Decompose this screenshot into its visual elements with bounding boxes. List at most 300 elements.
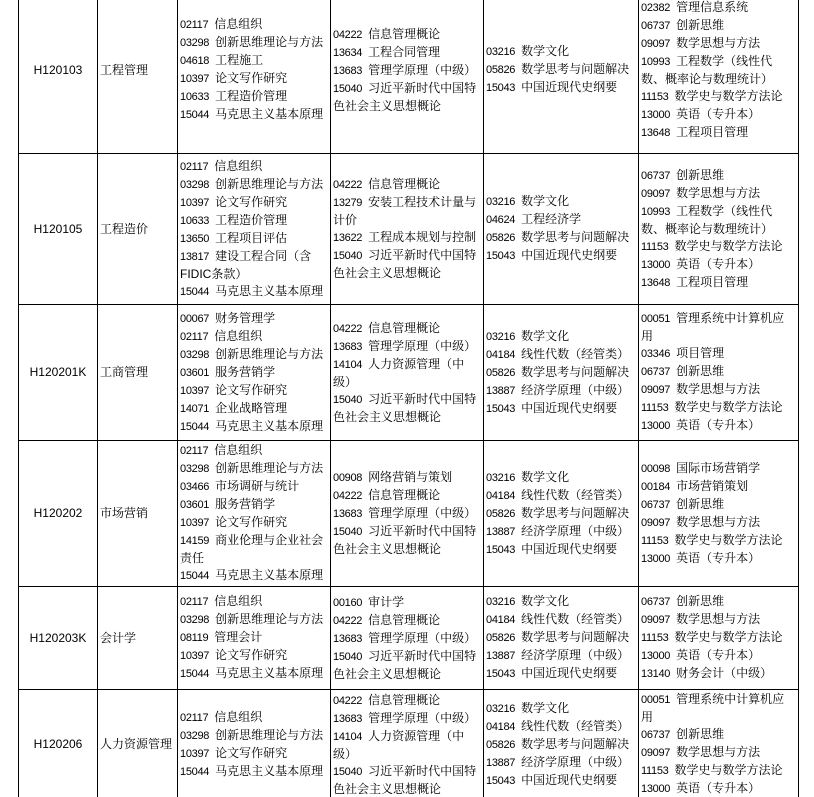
course-name: 数学文化 — [521, 194, 570, 208]
exam-table-body — [19, 0, 799, 797]
course-item — [333, 176, 481, 194]
course-name: 人力资源管理（中级） — [333, 728, 465, 761]
course-item — [641, 256, 796, 274]
course-group-cell-3 — [484, 441, 639, 587]
course-code: 15043 — [486, 774, 516, 787]
course-name: 论文写作研究 — [215, 382, 288, 397]
course-item — [641, 0, 796, 17]
course-item — [180, 745, 328, 763]
course-code: 14159 — [180, 535, 210, 547]
course-item — [333, 194, 481, 229]
course-code: 05826 — [486, 232, 516, 244]
course-name: 信息管理概论 — [368, 320, 441, 335]
course-item — [180, 593, 328, 611]
course-item — [641, 460, 796, 478]
course-item — [333, 356, 481, 391]
course-name: 网络营销与策划 — [368, 470, 453, 484]
course-name: 工程数学（线性代数、概率论与数理统计） — [641, 53, 774, 86]
course-code: 14071 — [180, 402, 210, 415]
course-name: 论文写作研究 — [215, 71, 288, 85]
course-group-cell-2 — [331, 0, 484, 154]
course-name: 数学文化 — [521, 594, 570, 608]
course-code: 13817 — [180, 250, 210, 263]
course-code: 00067 — [180, 312, 210, 325]
course-name: 中国近现代史纲要 — [521, 666, 618, 680]
course-item — [333, 523, 481, 558]
course-name: 中国近现代史纲要 — [521, 772, 618, 787]
course-item — [333, 505, 481, 523]
course-name: 论文写作研究 — [215, 515, 288, 529]
course-code: 10397 — [180, 517, 210, 529]
course-code: 05826 — [486, 738, 516, 751]
course-item — [641, 665, 796, 683]
course-code: 10633 — [180, 214, 210, 227]
course-item — [180, 665, 328, 683]
course-code: 10993 — [641, 205, 671, 218]
course-code: 05826 — [486, 507, 516, 520]
course-group-cell-1 — [178, 154, 331, 305]
course-name: 英语（专升本） — [676, 418, 761, 432]
course-item — [333, 710, 481, 728]
course-code: 15040 — [333, 250, 363, 262]
course-name: 线性代数（经管类） — [521, 487, 630, 502]
course-code: 03466 — [180, 481, 210, 493]
course-name: 中国近现代史纲要 — [521, 80, 618, 94]
course-code: 00051 — [641, 313, 671, 325]
course-name: 英语（专升本） — [676, 648, 761, 662]
course-code: 13622 — [333, 232, 363, 244]
course-name: 马克思主义基本原理 — [215, 283, 324, 298]
course-name: 马克思主义基本原理 — [215, 418, 324, 433]
course-code: 02117 — [180, 445, 209, 457]
major-code-cell: H120203K — [19, 587, 98, 690]
course-item — [641, 762, 796, 780]
course-name: 管理学原理（中级） — [368, 338, 477, 353]
course-code: 10397 — [180, 196, 210, 209]
course-item — [486, 328, 636, 346]
course-code: 00908 — [333, 472, 363, 484]
course-code: 13634 — [333, 46, 363, 59]
course-group-cell-2 — [331, 305, 484, 441]
course-code: 15040 — [333, 650, 363, 663]
course-code: 06737 — [641, 498, 671, 511]
course-item — [180, 727, 328, 745]
course-code: 15044 — [180, 570, 210, 582]
course-item — [641, 381, 796, 399]
course-name: 管理学原理（中级） — [368, 710, 477, 725]
course-code: 11153 — [641, 402, 669, 414]
course-code: 03216 — [486, 46, 516, 58]
course-code: 04222 — [333, 179, 363, 191]
course-item — [486, 469, 636, 487]
course-name: 企业战略管理 — [215, 400, 288, 415]
table-row — [19, 690, 799, 797]
course-group-cell-1 — [178, 0, 331, 154]
course-item — [180, 442, 328, 460]
course-item — [641, 310, 796, 345]
course-item — [180, 34, 328, 52]
course-name: 数学思考与问题解决 — [521, 630, 630, 644]
course-item — [486, 629, 636, 647]
course-item — [333, 44, 481, 62]
course-item — [486, 364, 636, 382]
course-code: 10633 — [180, 91, 210, 103]
course-code: 04184 — [486, 348, 516, 361]
course-item — [333, 62, 481, 80]
course-group-cell-2 — [331, 441, 484, 587]
course-item — [180, 283, 328, 301]
course-item — [333, 320, 481, 338]
course-name: 数学史与数学方法论 — [674, 88, 783, 103]
course-code: 03216 — [486, 471, 516, 484]
course-code: 03216 — [486, 330, 516, 343]
course-name: 工程经济学 — [521, 212, 582, 226]
course-item — [180, 532, 328, 567]
course-code: 00051 — [641, 694, 671, 706]
course-name: 论文写作研究 — [215, 194, 288, 209]
course-item — [333, 469, 481, 487]
course-code: 06737 — [641, 169, 671, 182]
course-item — [486, 61, 636, 79]
course-name: 数学思想与方法 — [676, 745, 761, 759]
course-code: 13000 — [641, 420, 671, 432]
course-name: 管理学原理（中级） — [368, 506, 477, 520]
course-code: 02117 — [180, 330, 209, 343]
course-code: 15040 — [333, 82, 363, 95]
course-code: 13887 — [486, 384, 516, 397]
course-item — [180, 709, 328, 727]
course-code: 13140 — [641, 668, 671, 680]
course-item — [641, 532, 796, 550]
course-name: 信息组织 — [214, 443, 263, 457]
major-code-cell: H120105 — [19, 154, 98, 305]
course-name: 中国近现代史纲要 — [521, 541, 618, 556]
course-name: 信息组织 — [214, 328, 263, 343]
course-name: 创新思维 — [676, 594, 725, 608]
course-name: 创新思维理论与方法 — [215, 176, 324, 191]
course-item — [180, 611, 328, 629]
course-code: 09097 — [641, 187, 671, 200]
course-item — [486, 523, 636, 541]
course-item — [333, 692, 481, 710]
course-code: 10993 — [641, 55, 671, 68]
course-name: 管理信息系统 — [676, 0, 749, 14]
course-item — [180, 478, 328, 496]
course-code: 00184 — [641, 480, 671, 493]
major-code-cell: H120201K — [19, 305, 98, 441]
course-code: 13000 — [641, 650, 671, 662]
course-group-cell-2 — [331, 587, 484, 690]
course-name: 管理系统中计算机应用 — [641, 311, 785, 343]
course-name: 审计学 — [368, 594, 405, 609]
course-name: 习近平新时代中国特色社会主义思想概论 — [333, 524, 477, 556]
course-item — [486, 593, 636, 611]
course-name: 信息管理概论 — [368, 612, 441, 627]
course-name: 建设工程合同（含FIDIC条款） — [180, 248, 312, 281]
course-name: 数学文化 — [521, 328, 570, 343]
course-group-cell-3 — [484, 690, 639, 797]
course-item — [641, 496, 796, 514]
course-name: 数学思考与问题解决 — [521, 736, 630, 751]
course-name: 数学思想与方法 — [676, 35, 761, 50]
course-name: 创新思维理论与方法 — [215, 35, 324, 49]
course-code: 10397 — [180, 384, 210, 397]
course-item — [486, 487, 636, 505]
course-code: 11153 — [641, 90, 669, 103]
course-code: 04184 — [486, 614, 516, 626]
course-code: 13000 — [641, 783, 671, 795]
course-item — [333, 80, 481, 115]
course-name: 线性代数（经管类） — [521, 718, 630, 733]
course-group-cell-4 — [639, 441, 799, 587]
course-group-cell-3 — [484, 587, 639, 690]
course-item — [180, 106, 328, 124]
course-item — [641, 53, 796, 88]
course-item — [486, 736, 636, 754]
course-code: 02117 — [180, 160, 209, 173]
course-item — [641, 744, 796, 762]
course-item — [641, 345, 796, 363]
course-name: 英语（专升本） — [676, 550, 761, 565]
course-group-cell-4 — [639, 305, 799, 441]
course-item — [180, 52, 328, 70]
course-name: 数学文化 — [521, 44, 570, 58]
course-code: 04222 — [333, 490, 363, 502]
course-code: 03346 — [641, 348, 671, 360]
course-item — [641, 185, 796, 203]
course-item — [180, 230, 328, 248]
course-item — [486, 665, 636, 683]
course-group-cell-4 — [639, 0, 799, 154]
course-group-cell-3 — [484, 305, 639, 441]
course-code: 06737 — [641, 366, 671, 378]
course-group-cell-4 — [639, 587, 799, 690]
course-name: 管理系统中计算机应用 — [641, 692, 785, 724]
course-name: 习近平新时代中国特色社会主义思想概论 — [333, 248, 477, 280]
course-name: 工程合同管理 — [368, 44, 441, 59]
course-item — [180, 567, 328, 585]
course-name: 人力资源管理（中级） — [333, 356, 465, 389]
course-item — [180, 496, 328, 514]
course-item — [641, 203, 796, 238]
course-item — [333, 630, 481, 648]
course-group-cell-1 — [178, 441, 331, 587]
course-name: 市场营销策划 — [676, 478, 749, 493]
course-name: 线性代数（经管类） — [521, 612, 630, 626]
major-name-cell: 工程造价 — [98, 154, 178, 305]
course-name: 创新思维理论与方法 — [215, 346, 324, 361]
course-code: 15044 — [180, 109, 210, 121]
course-code: 13279 — [333, 197, 363, 209]
course-name: 安装工程技术计量与计价 — [333, 195, 477, 227]
course-name: 英语（专升本） — [676, 106, 761, 121]
course-name: 数学史与数学方法论 — [674, 630, 783, 644]
course-name: 工程项目管理 — [676, 124, 749, 139]
course-name: 信息管理概论 — [368, 488, 441, 502]
major-code-cell: H120202 — [19, 441, 98, 587]
course-code: 15040 — [333, 765, 363, 778]
course-item — [486, 772, 636, 790]
course-code: 04222 — [333, 28, 363, 41]
course-name: 管理学原理（中级） — [368, 630, 477, 645]
course-item — [486, 754, 636, 772]
course-item — [180, 418, 328, 436]
course-name: 马克思主义基本原理 — [215, 666, 324, 680]
course-code: 10397 — [180, 73, 210, 85]
course-item — [180, 88, 328, 106]
course-code: 04222 — [333, 614, 363, 627]
course-name: 创新思维 — [676, 364, 725, 378]
course-item — [486, 700, 636, 718]
course-name: 英语（专升本） — [676, 781, 761, 795]
course-name: 数学思想与方法 — [676, 185, 761, 200]
course-name: 市场调研与统计 — [215, 479, 300, 493]
course-name: 英语（专升本） — [676, 256, 761, 271]
course-item — [180, 194, 328, 212]
course-item — [333, 728, 481, 763]
course-name: 经济学原理（中级） — [521, 754, 630, 769]
course-item — [486, 229, 636, 247]
course-code: 13887 — [486, 650, 516, 662]
course-name: 论文写作研究 — [215, 648, 288, 662]
course-code: 15044 — [180, 668, 210, 680]
course-code: 00098 — [641, 462, 671, 475]
course-code: 15044 — [180, 285, 210, 298]
course-item — [180, 346, 328, 364]
course-name: 数学史与数学方法论 — [674, 763, 783, 777]
major-name-cell: 人力资源管理 — [98, 690, 178, 797]
course-code: 15043 — [486, 82, 516, 94]
course-group-cell-1 — [178, 587, 331, 690]
course-name: 工程数学（线性代数、概率论与数理统计） — [641, 203, 774, 236]
course-code: 10397 — [180, 747, 210, 760]
course-item — [180, 629, 328, 647]
course-item — [641, 593, 796, 611]
course-name: 习近平新时代中国特色社会主义思想概论 — [333, 648, 477, 681]
course-name: 数学思想与方法 — [676, 382, 761, 396]
course-code: 13683 — [333, 632, 363, 645]
course-code: 15043 — [486, 543, 516, 556]
course-item — [641, 399, 796, 417]
course-name: 线性代数（经管类） — [521, 346, 630, 361]
course-code: 02382 — [641, 1, 671, 14]
course-code: 03216 — [486, 702, 516, 715]
course-group-cell-1 — [178, 305, 331, 441]
course-code: 03298 — [180, 348, 210, 361]
course-name: 中国近现代史纲要 — [521, 248, 618, 262]
course-code: 03298 — [180, 614, 210, 626]
course-code: 15040 — [333, 526, 363, 538]
course-code: 13000 — [641, 258, 671, 271]
course-code: 03216 — [486, 196, 516, 208]
course-name: 信息管理概论 — [368, 26, 441, 41]
course-code: 09097 — [641, 516, 671, 529]
course-code: 13000 — [641, 552, 671, 565]
course-name: 国际市场营销学 — [676, 460, 761, 475]
course-code: 14104 — [333, 358, 363, 371]
course-name: 信息组织 — [214, 594, 263, 608]
course-code: 04184 — [486, 720, 516, 733]
course-name: 数学史与数学方法论 — [674, 400, 783, 414]
course-item — [641, 106, 796, 124]
course-code: 05826 — [486, 64, 516, 76]
course-name: 经济学原理（中级） — [521, 648, 630, 662]
course-item — [180, 248, 328, 283]
major-code-cell: H120206 — [19, 690, 98, 797]
course-item — [333, 648, 481, 683]
course-code: 11153 — [641, 534, 669, 547]
course-code: 10397 — [180, 650, 210, 662]
course-name: 习近平新时代中国特色社会主义思想概论 — [333, 80, 477, 113]
course-code: 04624 — [486, 214, 516, 226]
course-code: 06737 — [641, 19, 671, 32]
course-name: 管理会计 — [214, 630, 263, 644]
course-code: 03216 — [486, 596, 516, 608]
course-name: 服务营销学 — [215, 364, 276, 379]
course-name: 创新思维理论与方法 — [215, 727, 324, 742]
course-name: 数学思考与问题解决 — [521, 62, 630, 76]
course-name: 数学思考与问题解决 — [521, 364, 630, 379]
course-name: 数学思考与问题解决 — [521, 230, 630, 244]
course-item — [333, 594, 481, 612]
course-code: 15044 — [180, 765, 210, 778]
course-code: 15043 — [486, 668, 516, 680]
course-item — [641, 550, 796, 568]
course-code: 09097 — [641, 37, 671, 50]
course-item — [641, 363, 796, 381]
course-item — [333, 338, 481, 356]
course-item — [180, 176, 328, 194]
course-code: 13683 — [333, 712, 363, 725]
course-name: 中国近现代史纲要 — [521, 400, 618, 415]
course-item — [641, 88, 796, 106]
course-item — [641, 691, 796, 726]
course-code: 09097 — [641, 384, 671, 396]
course-name: 工程成本规划与控制 — [368, 230, 477, 244]
course-group-cell-4 — [639, 690, 799, 797]
course-group-cell-3 — [484, 154, 639, 305]
course-name: 创新思维 — [676, 167, 725, 182]
course-code: 03298 — [180, 37, 210, 49]
course-item — [486, 611, 636, 629]
major-name-cell: 会计学 — [98, 587, 178, 690]
course-item — [486, 541, 636, 559]
course-item — [641, 167, 796, 185]
course-item — [641, 629, 796, 647]
course-item — [486, 79, 636, 97]
course-code: 03298 — [180, 178, 210, 191]
course-item — [641, 611, 796, 629]
course-name: 经济学原理（中级） — [521, 523, 630, 538]
course-name: 数学史与数学方法论 — [674, 532, 783, 547]
course-name: 财务管理学 — [215, 310, 276, 325]
course-item — [641, 238, 796, 256]
course-code: 05826 — [486, 632, 516, 644]
course-item — [180, 364, 328, 382]
course-name: 信息组织 — [214, 709, 263, 724]
course-code: 02117 — [180, 19, 209, 31]
course-item — [486, 211, 636, 229]
course-name: 创新思维理论与方法 — [215, 612, 324, 626]
course-code: 13887 — [486, 525, 516, 538]
course-item — [333, 763, 481, 797]
course-name: 信息组织 — [214, 158, 263, 173]
course-name: 经济学原理（中级） — [521, 382, 630, 397]
course-code: 04222 — [333, 322, 363, 335]
course-item — [333, 26, 481, 44]
major-name-cell: 工程管理 — [98, 0, 178, 154]
course-item — [486, 718, 636, 736]
